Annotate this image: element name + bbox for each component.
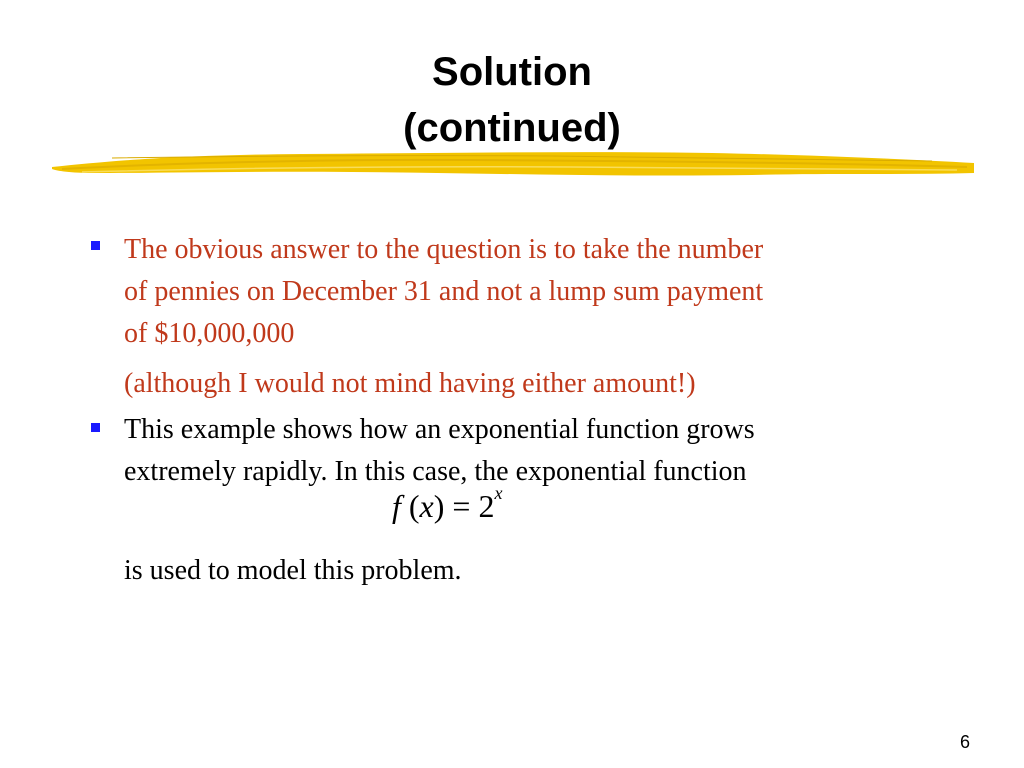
bullet-marker-2 bbox=[91, 423, 100, 432]
bullet-marker-1 bbox=[91, 241, 100, 250]
formula-open-paren: ( bbox=[400, 488, 420, 524]
formula-base: 2 bbox=[478, 488, 495, 524]
bullet-2-line-2: extremely rapidly. In this case, the exponential function bbox=[124, 456, 747, 487]
formula-close-equals: ) = bbox=[433, 488, 479, 524]
formula-exponent: x bbox=[494, 483, 503, 504]
formula-variable: x bbox=[419, 488, 434, 524]
bullet-1-line-2: of pennies on December 31 and not a lump sum payment bbox=[124, 276, 764, 307]
bullet-1-note: (although I would not mind having either amount!) bbox=[124, 368, 696, 399]
bullet-2-line-1: This example shows how an exponential function grows bbox=[124, 414, 755, 445]
title-line-2: (continued) bbox=[403, 106, 621, 150]
formula-function: f bbox=[392, 488, 401, 524]
bullet-1-line-3: of $10,000,000 bbox=[124, 318, 295, 349]
page-number: 6 bbox=[959, 732, 970, 752]
bullet-2 bbox=[124, 409, 755, 493]
bullet-1-line-1: The obvious answer to the question is to take the number bbox=[124, 234, 764, 265]
bullet-2-after: is used to model this problem. bbox=[124, 555, 462, 586]
title-underline-brush bbox=[52, 145, 974, 185]
formula bbox=[392, 483, 503, 525]
bullet-1 bbox=[124, 229, 763, 405]
bullet-2-continuation bbox=[124, 550, 462, 592]
slide-title bbox=[0, 44, 1024, 156]
title-line-1: Solution bbox=[432, 50, 592, 94]
